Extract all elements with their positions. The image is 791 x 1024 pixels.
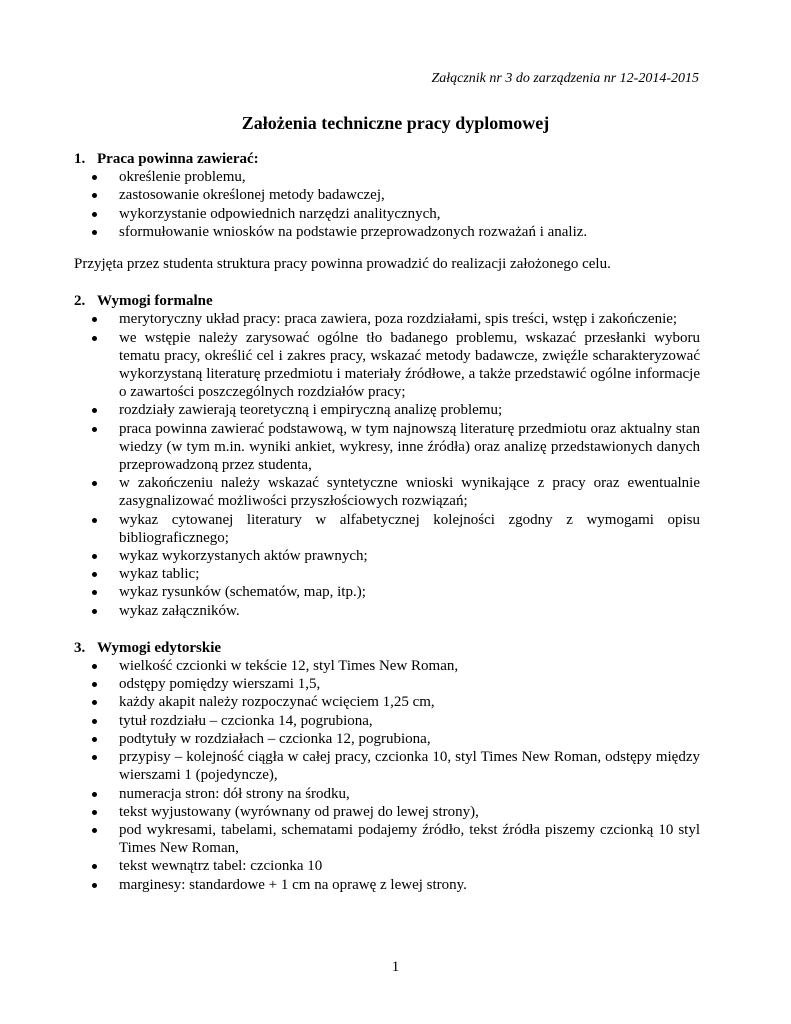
bullet-list	[74, 168, 700, 241]
list-item: tekst wyjustowany (wyrównany od prawej do lewej strony),	[119, 803, 700, 821]
page-number: 1	[391, 959, 400, 975]
list-item: w zakończeniu należy wskazać syntetyczne wnioski wynikające z pracy oraz ewentualnie zasygnalizować możliwości przyszłościowych rozwiązań;	[119, 475, 700, 510]
list-item: wykaz wykorzystanych aktów prawnych;	[119, 547, 700, 565]
section-heading	[74, 150, 700, 168]
section-number: 3.	[74, 639, 86, 656]
section-requirements	[74, 150, 700, 241]
list-item: tekst wewnątrz tabel: czcionka 10	[119, 857, 700, 875]
section-heading-text: Praca powinna zawierać:	[97, 151, 259, 167]
list-item: marginesy: standardowe + 1 cm na oprawę z lewej strony.	[119, 876, 700, 894]
section-editorial-requirements	[74, 639, 700, 894]
bullet-list	[74, 310, 700, 619]
list-item: każdy akapit należy rozpoczynać wcięciem 1,25 cm,	[119, 693, 700, 711]
section-formal-requirements	[74, 292, 700, 620]
list-item: tytuł rozdziału – czcionka 14, pogrubiona,	[119, 712, 700, 730]
list-item: określenie problemu,	[119, 168, 700, 186]
list-item: przypisy – kolejność ciągła w całej pracy, czcionka 10, styl Times New Roman, odstępy między wierszami 1 (pojedyncze),	[119, 749, 700, 784]
section-heading-text: Wymogi edytorskie	[97, 639, 222, 656]
list-item: wykaz cytowanej literatury w alfabetycznej kolejności zgodny z wymogami opisu bibliograficznego;	[119, 511, 700, 546]
section-heading	[74, 639, 700, 657]
list-item: wykorzystanie odpowiednich narzędzi analitycznych,	[119, 205, 700, 223]
list-item: rozdziały zawierają teoretyczną i empiryczną analizę problemu;	[119, 401, 700, 419]
list-item: wielkość czcionki w tekście 12, styl Times New Roman,	[119, 657, 700, 675]
attachment-note: Załącznik nr 3 do zarządzenia nr 12-2014-2015	[431, 71, 699, 86]
document-title: Założenia techniczne pracy dyplomowej	[241, 113, 550, 133]
list-item: praca powinna zawierać podstawową, w tym najnowszą literaturę przedmiotu oraz aktualny stan wiedzy (w tym m.in. wyniki ankiet, wykresy, inne źródła) oraz analizę przedstawionych danych przeprowadzoną przez studenta,	[119, 420, 700, 474]
section-heading-text: Wymogi formalne	[97, 293, 213, 310]
document-body	[74, 150, 700, 894]
list-item: wykaz tablic;	[119, 565, 700, 583]
list-item: numeracja stron: dół strony na środku,	[119, 785, 700, 803]
list-item: podtytuły w rozdziałach – czcionka 12, pogrubiona,	[119, 730, 700, 748]
list-item: pod wykresami, tabelami, schematami podajemy źródło, tekst źródła piszemy czcionką 10 styl Times New Roman,	[119, 821, 700, 857]
list-item: wykaz rysunków (schematów, map, itp.);	[119, 583, 700, 601]
section-heading	[74, 292, 700, 310]
list-item: odstępy pomiędzy wierszami 1,5,	[119, 675, 700, 693]
structure-paragraph: Przyjęta przez studenta struktura pracy powinna prowadzić do realizacji założonego celu.	[74, 256, 611, 273]
list-item: sformułowanie wniosków na podstawie przeprowadzonych rozważań i analiz.	[119, 223, 700, 241]
list-item: wykaz załączników.	[119, 602, 700, 620]
list-item: zastosowanie określonej metody badawczej,	[119, 186, 700, 204]
section-number: 1.	[74, 151, 86, 167]
section-number: 2.	[74, 293, 86, 310]
list-item: we wstępie należy zarysować ogólne tło badanego problemu, wskazać przesłanki wyboru tematu pracy, określić cel i zakres pracy, wskazać metody badawcze, zwięźle scharakteryzować wykorzystaną literaturę przedmiotu i materiały źródłowe, a także przedstawić ogólne informacje o zawartości poszczególnych rozdziałów pracy;	[119, 329, 700, 401]
list-item: merytoryczny układ pracy: praca zawiera, poza rozdziałami, spis treści, wstęp i zakończenie;	[119, 310, 700, 328]
bullet-list	[74, 657, 700, 894]
